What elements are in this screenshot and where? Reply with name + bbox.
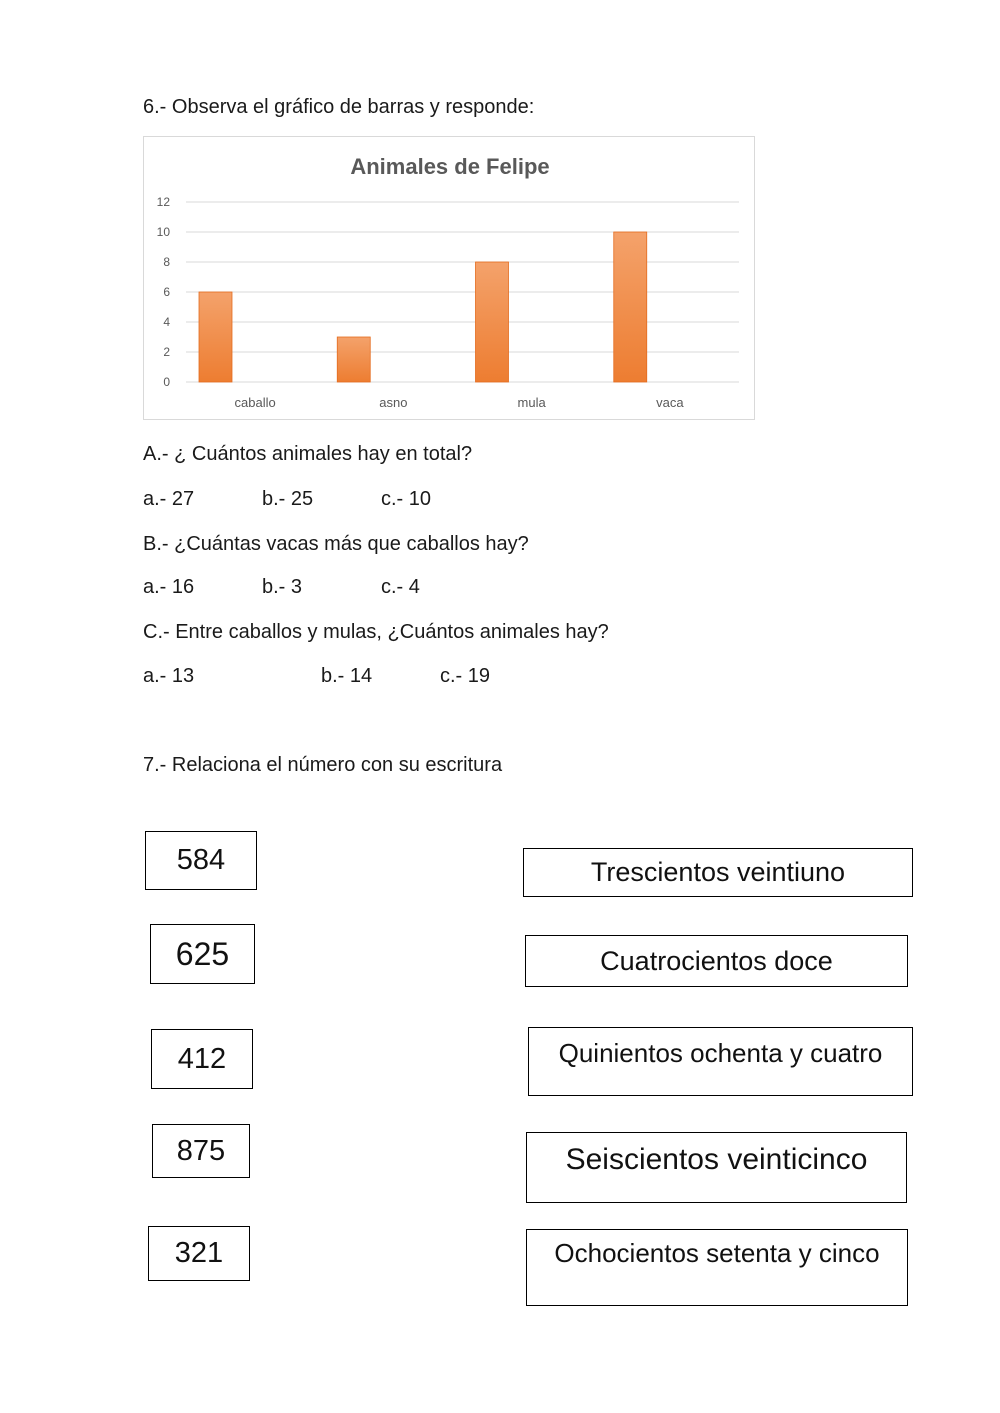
number-box-625[interactable]: 625 [150, 924, 255, 984]
x-tick-label-asno: asno [379, 395, 408, 410]
x-tick-label-vaca: vaca [656, 395, 684, 410]
y-tick-label-6: 6 [163, 285, 170, 299]
question-a: A.- ¿ Cuántos animales hay en total? [143, 443, 473, 465]
question-c: C.- Entre caballos y mulas, ¿Cuántos animales hay? [143, 621, 609, 643]
word-box-quinientos-ochenta-y-cuatro[interactable]: Quinientos ochenta y cuatro [528, 1027, 913, 1096]
y-tick-label-8: 8 [163, 255, 170, 269]
q6-title: 6.- Observa el gráfico de barras y responde: [143, 96, 535, 118]
bar-mula [476, 262, 509, 382]
question-a-option-b: b.- 25 [262, 488, 314, 510]
question-c-option-b: b.- 14 [321, 665, 373, 687]
x-tick-label-mula: mula [517, 395, 546, 410]
question-c-option-a: a.- 13 [143, 665, 195, 687]
y-tick-label-2: 2 [163, 345, 170, 359]
number-box-584[interactable]: 584 [145, 831, 257, 890]
question-b-option-b: b.- 3 [262, 576, 303, 598]
q7-title: 7.- Relaciona el número con su escritura [143, 754, 503, 776]
x-tick-label-caballo: caballo [234, 395, 276, 410]
number-box-875[interactable]: 875 [152, 1124, 250, 1178]
word-box-cuatrocientos-doce[interactable]: Cuatrocientos doce [525, 935, 908, 987]
question-a-option-c: c.- 10 [381, 488, 432, 510]
y-tick-label-12: 12 [156, 195, 170, 209]
question-b-option-c: c.- 4 [381, 576, 420, 598]
question-b-option-a: a.- 16 [143, 576, 195, 598]
question-c-option-c: c.- 19 [440, 665, 491, 687]
word-box-seiscientos-veinticinco[interactable]: Seiscientos veinticinco [526, 1132, 907, 1203]
bar-chart [143, 136, 755, 420]
number-box-321[interactable]: 321 [148, 1226, 250, 1281]
word-box-ochocientos-setenta-y-cinco[interactable]: Ochocientos setenta y cinco [526, 1229, 908, 1306]
word-box-trescientos-veintiuno[interactable]: Trescientos veintiuno [523, 848, 913, 897]
question-a-option-a: a.- 27 [143, 488, 195, 510]
bar-asno [337, 337, 370, 382]
chart-svg [144, 137, 756, 421]
bar-vaca [614, 232, 647, 382]
y-tick-label-4: 4 [163, 315, 170, 329]
chart-title: Animales de Felipe [350, 154, 550, 179]
y-tick-label-10: 10 [156, 225, 170, 239]
bar-caballo [199, 292, 232, 382]
y-tick-label-0: 0 [163, 375, 170, 389]
number-box-412[interactable]: 412 [151, 1029, 253, 1089]
question-b: B.- ¿Cuántas vacas más que caballos hay? [143, 533, 529, 555]
